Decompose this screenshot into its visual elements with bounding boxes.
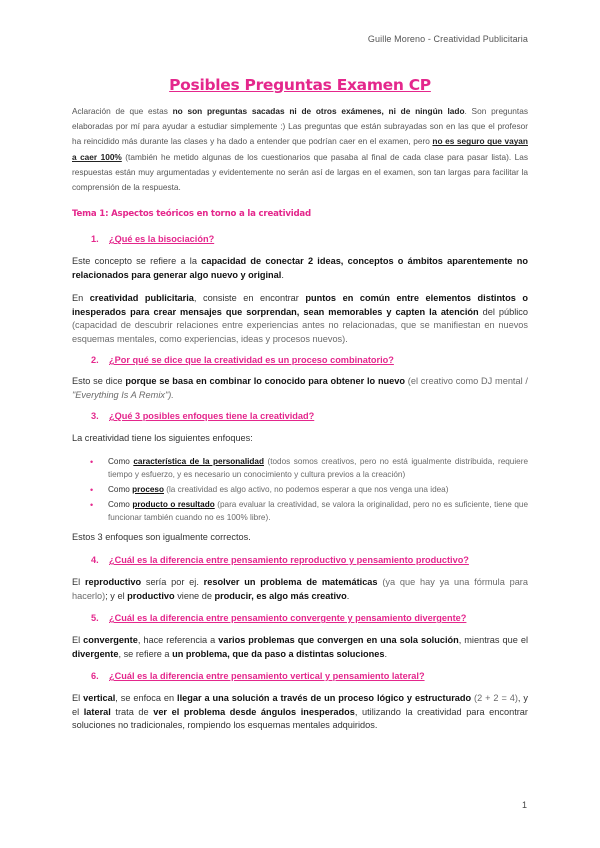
answer-2-paragraph: Esto se dice porque se basa en combinar lo conocido para obtener lo nuevo (el creativo como DJ mental / "Everything Is A Remix"). xyxy=(72,376,528,400)
answer-6-paragraph: El vertical, se enfoca en llegar a una solución a través de un proceso lógico y estructurado (2 + 2 = 4), y el lateral trata de ver el problema desde ángulos inesperados, utilizando la creatividad para encontrar soluciones no tradicionales, rompiendo los esquemas mentales adquiridos. xyxy=(72,693,528,730)
intro-paragraph: Aclaración de que estas no son preguntas sacadas ni de otros exámenes, ni de ningún lado. Son preguntas elaboradas por mí para ayudar a estudiar simplemente :) Las preguntas que están subrayadas son en las que el profesor ha reincidido más durante las clases y ha dado a entender que podrían caer en el examen, pero no es seguro que vayan a caer 100% (también he metido algunas de los cuestionarios que pasaba al final de cada clase para pasar lista). Las respuestas están muy argumentadas y evidentemente no serán así de largas en el examen, son tan largas para facilitar la comprensión de la respuesta. xyxy=(72,106,528,193)
answer-3-close: Estos 3 enfoques son igualmente correctos. xyxy=(72,532,251,542)
section-heading: Tema 1: Aspectos teóricos en torno a la creatividad xyxy=(72,209,311,219)
bullet-icon: • xyxy=(90,485,94,495)
page-header: Guille Moreno - Creatividad Publicitaria xyxy=(367,34,528,44)
question-3: 3. ¿Qué 3 posibles enfoques tiene la creatividad? xyxy=(91,411,315,421)
page-number: 1 xyxy=(521,800,527,810)
answer-5-paragraph: El convergente, hace referencia a varios problemas que convergen en una sola solución, mientras que el divergente, se refiere a un problema, que da paso a distintas soluciones. xyxy=(72,635,528,659)
answer-4-paragraph: El reproductivo sería por ej. resolver un problema de matemáticas (ya que hay ya una fórmula para hacerlo); y el productivo viene de producir, es algo más creativo. xyxy=(72,577,528,601)
answer-1-paragraph-1: Este concepto se refiere a la capacidad de conectar 2 ideas, conceptos o ámbitos aparentemente no relacionados para generar algo nuevo y original. xyxy=(72,256,528,280)
question-4: 4. ¿Cuál es la diferencia entre pensamiento reproductivo y pensamiento productivo? xyxy=(91,555,469,565)
page-title: Posibles Preguntas Examen CP xyxy=(169,76,431,94)
bullet-icon: • xyxy=(90,457,94,467)
answer-3-lead: La creatividad tiene los siguientes enfoques: xyxy=(72,433,253,443)
list-item: • Como proceso (la creatividad es algo activo, no podemos esperar a que nos venga una idea) xyxy=(90,485,449,495)
answer-1-paragraph-2: En creatividad publicitaria, consiste en encontrar puntos en común entre elementos distintos o inesperados para crear mensajes que sorprendan, sean memorables y capten la atención del público (capacidad de descubrir relaciones entre experiencias antes no relacionadas, que se manifiestan en nuevos esquemas mentales, como experiencias, ideas y procesos nuevos). xyxy=(72,293,529,344)
list-item: • Como característica de la personalidad (todos somos creativos, pero no está igualmente distribuida, requiere tiempo y esfuerzo, y es necesario un conocimiento y cultura previos a la creación) xyxy=(90,457,529,479)
list-item: • Como producto o resultado (para evaluar la creatividad, se valora la originalidad, pero no es suficiente, tiene que funcionar también cuando no es 100% libre). xyxy=(90,500,528,522)
question-5: 5. ¿Cuál es la diferencia entre pensamiento convergente y pensamiento divergente? xyxy=(91,613,467,623)
question-1: 1. ¿Qué es la bisociación? xyxy=(91,234,215,244)
question-2: 2. ¿Por qué se dice que la creatividad es un proceso combinatorio? xyxy=(91,355,394,365)
question-6: 6. ¿Cuál es la diferencia entre pensamiento vertical y pensamiento lateral? xyxy=(91,671,425,681)
bullet-icon: • xyxy=(90,500,94,510)
